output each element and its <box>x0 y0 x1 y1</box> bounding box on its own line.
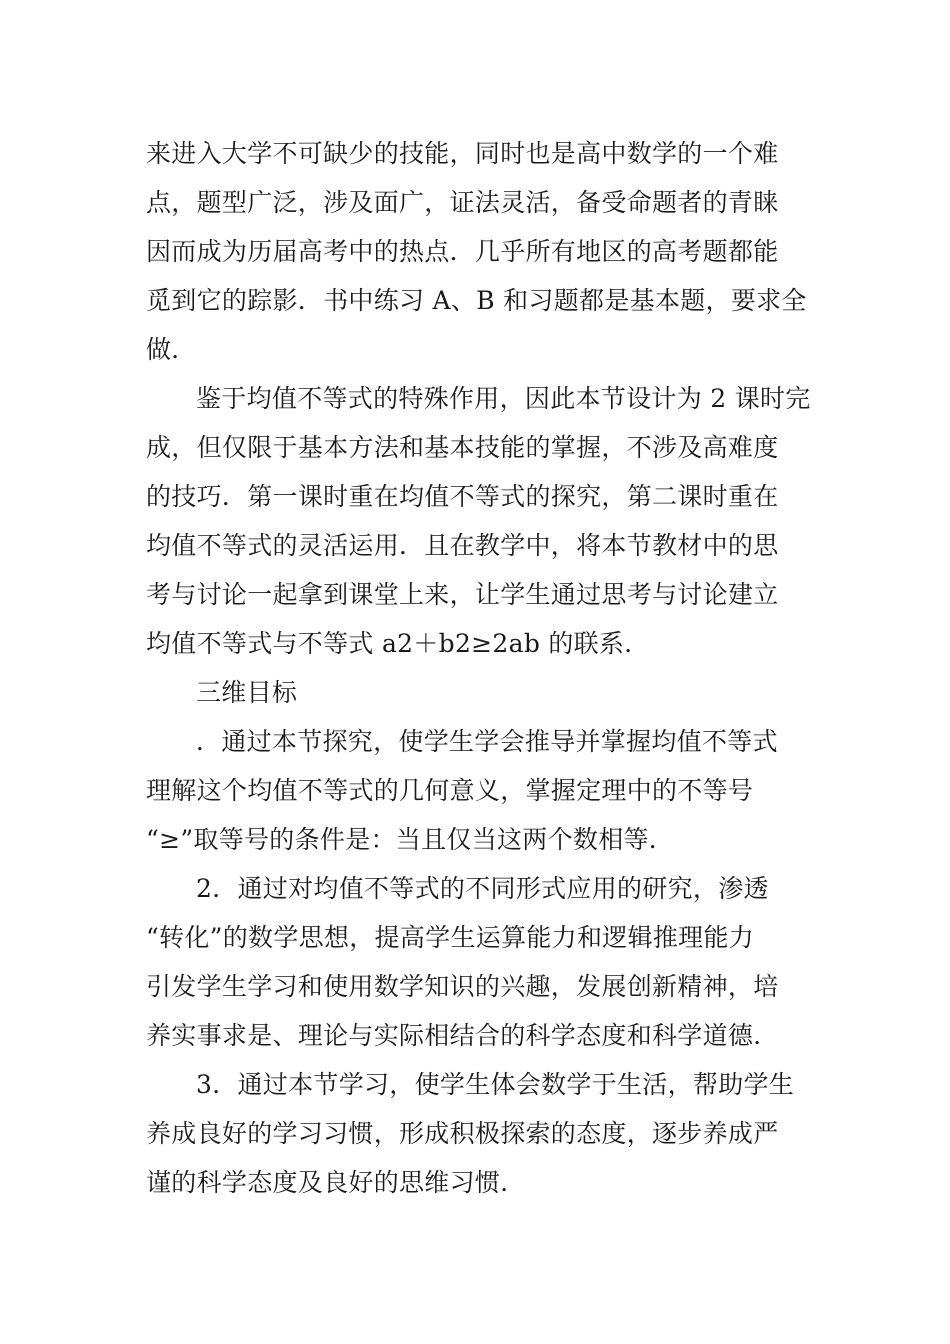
text-line: “≥”取等号的条件是：当且仅当这两个数相等． <box>146 825 675 854</box>
text-line: 3．通过本节学习，使学生体会数学于生活，帮助学生 <box>196 1070 795 1099</box>
text-line: 来进入大学不可缺少的技能，同时也是高中数学的一个难 <box>146 139 779 168</box>
text-line: 因而成为历届高考中的热点．几乎所有地区的高考题都能 <box>146 237 779 266</box>
text-line: 考与讨论一起拿到课堂上来，让学生通过思考与讨论建立 <box>146 580 779 609</box>
text-line: 成，但仅限于基本方法和基本技能的掌握，不涉及高难度 <box>146 433 779 462</box>
text-line: 养实事求是、理论与实际相结合的科学态度和科学道德． <box>146 1021 779 1050</box>
text-line: 做． <box>146 335 197 364</box>
text-line: 鉴于均值不等式的特殊作用，因此本节设计为 2 课时完 <box>196 384 811 413</box>
text-line: 2．通过对均值不等式的不同形式应用的研究，渗透 <box>196 874 769 903</box>
text-line: 引发学生学习和使用数学知识的兴趣，发展创新精神，培 <box>146 972 779 1001</box>
text-line: 养成良好的学习习惯，形成积极探索的态度，逐步养成严 <box>146 1119 779 1148</box>
text-line: 点，题型广泛，涉及面广，证法灵活，备受命题者的青睐 <box>146 188 779 217</box>
text-line: 的技巧．第一课时重在均值不等式的探究，第二课时重在 <box>146 482 779 511</box>
text-line: “转化”的数学思想，提高学生运算能力和逻辑推理能力 <box>146 923 755 952</box>
text-line: 均值不等式与不等式 a2＋b2≥2ab 的联系． <box>146 629 650 658</box>
text-line: 觅到它的踪影．书中练习 A、B 和习题都是基本题，要求全 <box>146 286 807 315</box>
text-line: 理解这个均值不等式的几何意义，掌握定理中的不等号 <box>146 776 754 805</box>
text-line: 谨的科学态度及良好的思维习惯． <box>146 1168 526 1197</box>
text-line: 三维目标 <box>196 678 298 707</box>
body-text <box>146 129 810 1207</box>
text-line: 均值不等式的灵活运用．且在教学中，将本节教材中的思 <box>146 531 779 560</box>
text-line: ．通过本节探究，使学生学会推导并掌握均值不等式 <box>196 727 778 756</box>
